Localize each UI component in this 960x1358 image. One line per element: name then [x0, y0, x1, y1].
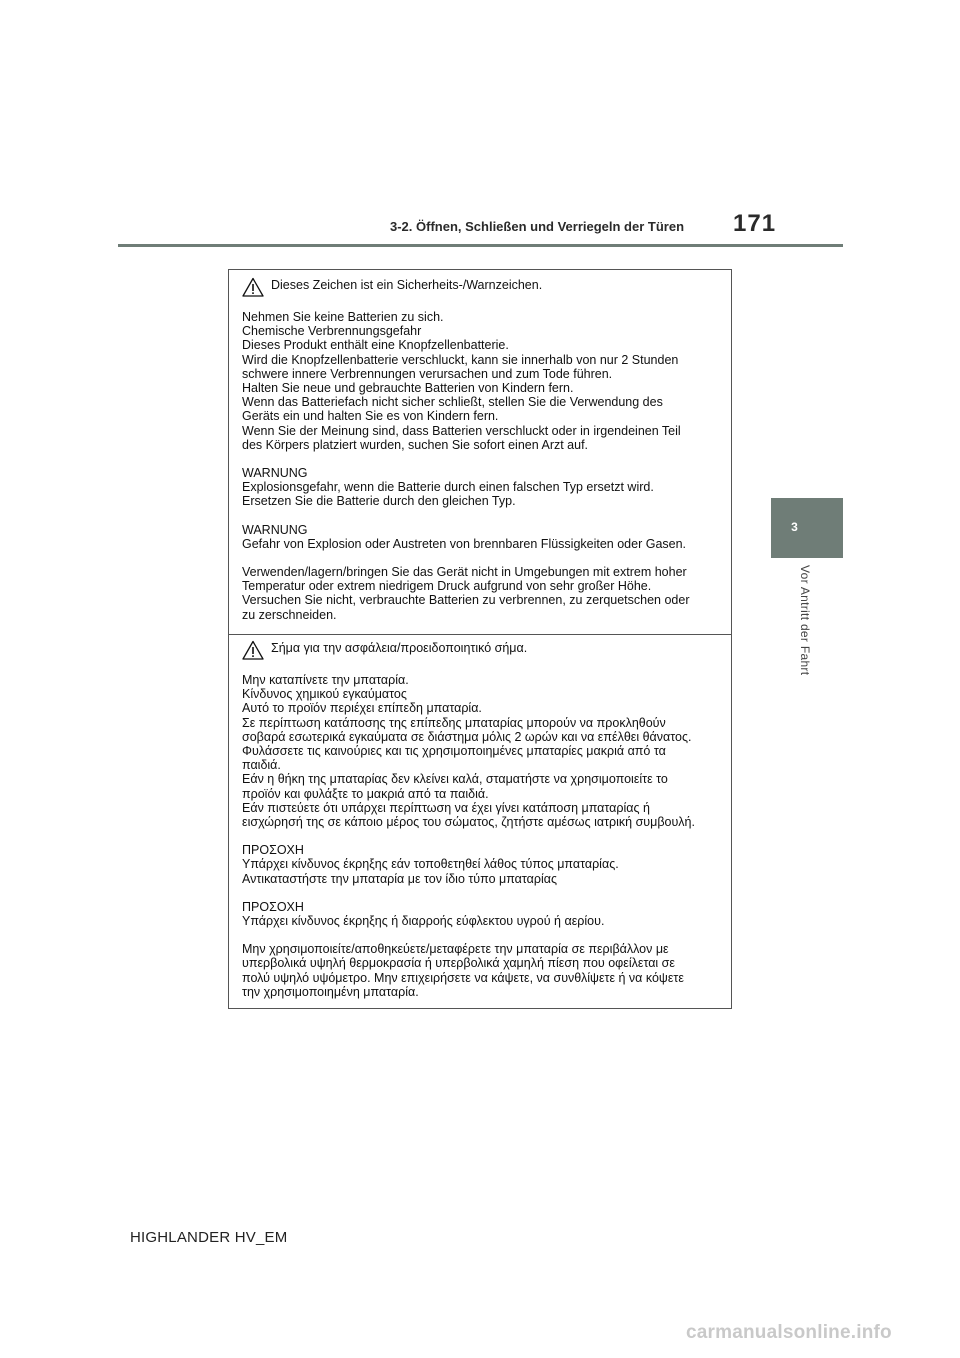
text-line: Wird die Knopfzellenbatterie verschluckt, kann sie innerhalb von nur 2 Stunden [242, 352, 679, 367]
text-line: Μην καταπίνετε την μπαταρία. [242, 673, 409, 687]
text-line: Geräts ein und halten Sie es von Kindern fern. [242, 409, 499, 424]
text-line: παιδιά. [242, 758, 281, 773]
chapter-tab [771, 498, 843, 558]
text-line: υπερβολικά υψηλή θερμοκρασία ή υπερβολικά χαμηλή πίεση που οφείλεται σε [242, 956, 675, 971]
text-line: Εάν η θήκη της μπαταρίας δεν κλείνει καλά, σταματήστε να χρησιμοποιείτε το [242, 772, 668, 787]
warning-heading: ΠΡΟΣΟΧΗ [242, 843, 304, 858]
text-line: Φυλάσσετε τις καινούριες και τις χρησιμοποιημένες μπαταρίες μακριά από τα [242, 744, 666, 759]
text-line: Μην χρησιμοποιείτε/αποθηκεύετε/μεταφέρετε την μπαταρία σε περιβάλλον με [242, 942, 669, 957]
text-line: Explosionsgefahr, wenn die Batterie durch einen falschen Typ ersetzt wird. [242, 480, 654, 495]
text-line: Αντικαταστήστε την μπαταρία με τον ίδιο τύπο μπαταρίας [242, 871, 558, 886]
text-line: την χρησιμοποιημένη μπαταρία. [242, 984, 419, 999]
text-block [242, 843, 725, 886]
text-line: Αυτό το προϊόν περιέχει επίπεδη μπαταρία. [242, 701, 482, 716]
safety-caption: Σήμα για την ασφάλεια/προειδοποιητικό σήμα. [271, 641, 528, 655]
text-block [242, 466, 725, 509]
language-divider [229, 634, 731, 635]
text-line: Verwenden/lagern/bringen Sie das Gerät nicht in Umgebungen mit extrem hoher [242, 565, 687, 580]
text-line: πολύ υψηλό υψόμετρο. Μην επιχειρήσετε να κάψετε, να συνθλίψετε ή να κόψετε [242, 970, 684, 985]
text-block [242, 565, 725, 622]
text-line: Chemische Verbrennungsgefahr [242, 324, 422, 339]
text-block [242, 942, 725, 999]
warning-triangle-icon [242, 640, 264, 660]
text-line: Σε περίπτωση κατάποσης της επίπεδης μπαταρίας μπορούν να προκληθούν [242, 715, 666, 730]
caption-row-greek [242, 639, 725, 663]
model-name: HIGHLANDER HV_EM [130, 1229, 288, 1246]
warning-triangle-icon [242, 277, 264, 297]
page-number: 171 [733, 210, 777, 237]
text-line: Υπάρχει κίνδυνος έκρηξης ή διαρροής εύφλεκτου υγρού ή αερίου. [242, 914, 605, 929]
text-line: Gefahr von Explosion oder Austreten von brennbaren Flüssigkeiten oder Gasen. [242, 536, 687, 551]
text-line: Υπάρχει κίνδυνος έκρηξης εάν τοποθετηθεί λάθος τύπος μπαταρίας. [242, 857, 619, 872]
text-line: προϊόν και φυλάξτε το μακριά από τα παιδιά. [242, 786, 489, 801]
text-line: Wenn das Batteriefach nicht sicher schließt, stellen Sie die Verwendung des [242, 395, 663, 410]
text-block [242, 310, 725, 452]
warning-heading: ΠΡΟΣΟΧΗ [242, 899, 304, 914]
text-line: εισχώρησή της σε κάποιο μέρος του σώματος, ζητήστε αμέσως ιατρική συμβουλή. [242, 815, 695, 830]
warning-section-greek [229, 639, 731, 999]
text-line: Κίνδυνος χημικού εγκαύματος [242, 687, 407, 702]
text-line: schwere innere Verbrennungen verursachen und zum Tode führen. [242, 366, 613, 381]
warning-heading: WARNUNG [242, 466, 308, 481]
battery-warning-box [228, 269, 732, 1009]
text-line: σοβαρά εσωτερικά εγκαύματα σε διάστημα μόλις 2 ωρών και να επέλθει θάνατος. [242, 729, 692, 744]
text-line: Ersetzen Sie die Batterie durch den gleichen Typ. [242, 494, 516, 509]
text-line: zu zerschneiden. [242, 607, 337, 622]
caption-row-german [242, 276, 725, 300]
text-line: Halten Sie neue und gebrauchte Batterien von Kindern fern. [242, 381, 574, 396]
text-line: Dieses Produkt enthält eine Knopfzellenbatterie. [242, 338, 509, 353]
text-block [242, 673, 725, 829]
text-line: Versuchen Sie nicht, verbrauchte Batterien zu verbrennen, zu zerquetschen oder [242, 593, 690, 608]
text-line: Nehmen Sie keine Batterien zu sich. [242, 310, 444, 324]
chapter-label: Vor Antritt der Fahrt [798, 565, 812, 676]
text-line: Wenn Sie der Meinung sind, dass Batterien verschluckt oder in irgendeinen Teil [242, 423, 681, 438]
section-title: 3-2. Öffnen, Schließen und Verriegeln der Türen [390, 219, 685, 234]
warning-heading: WARNUNG [242, 522, 308, 537]
chapter-number: 3 [791, 520, 798, 534]
safety-caption: Dieses Zeichen ist ein Sicherheits-/Warnzeichen. [271, 278, 543, 292]
text-block [242, 900, 725, 928]
warning-section-german [229, 276, 731, 622]
text-line: Εάν πιστεύετε ότι υπάρχει περίπτωση να έχει γίνει κατάποση μπαταρίας ή [242, 800, 650, 815]
text-block [242, 523, 725, 551]
text-line: des Körpers platziert wurden, suchen Sie sofort einen Arzt auf. [242, 437, 589, 452]
text-line: Temperatur oder extrem niedrigem Druck aufgrund von sehr großer Höhe. [242, 579, 652, 594]
site-watermark: carmanualsonline.info [686, 1322, 892, 1343]
header-rule [118, 244, 843, 247]
